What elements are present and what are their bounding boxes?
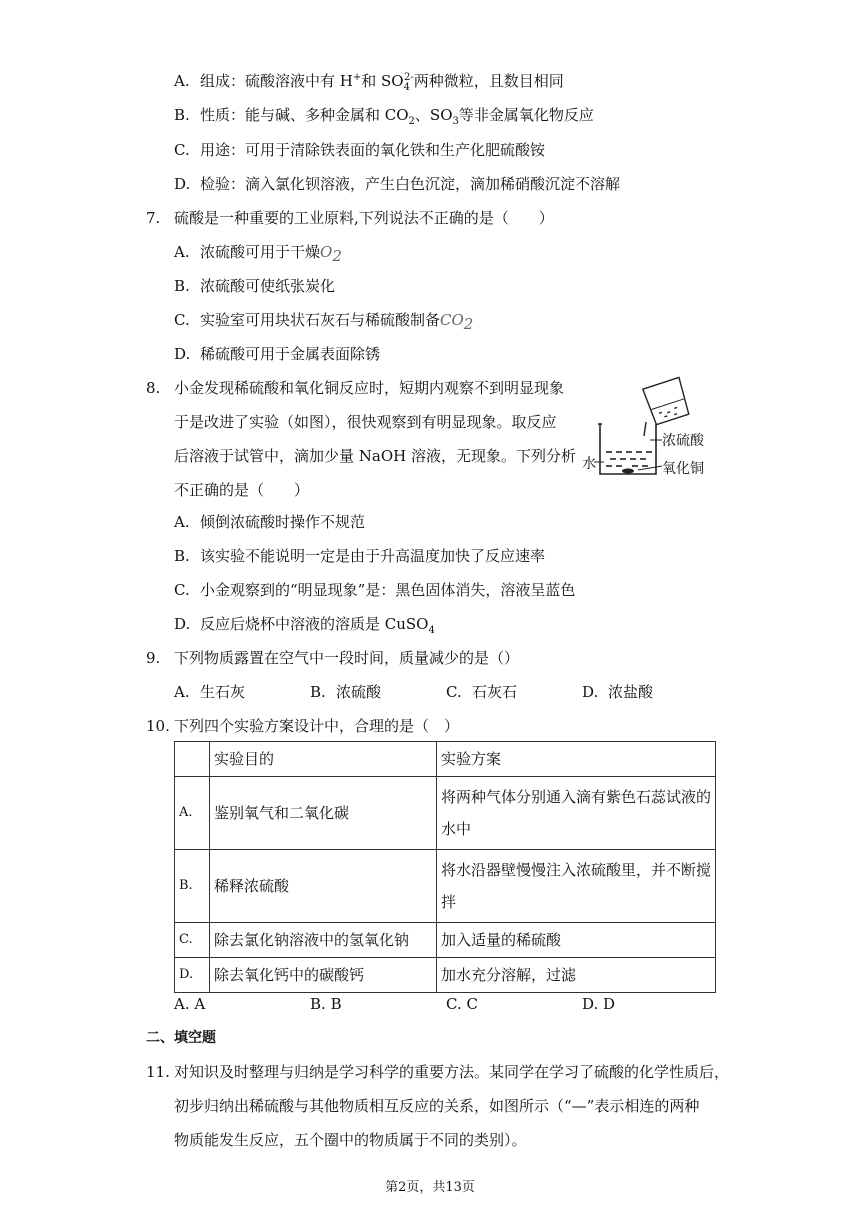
row-plan: 加水充分溶解，过滤 [437, 958, 716, 993]
q6-option-a: A. 组成：硫酸溶液中有 H+和 $SO_4^{2-}$两种微粒，且数目相同 [174, 72, 564, 93]
label-water: 水 [582, 456, 596, 472]
q9-option-b: B. 浓硫酸 [310, 683, 382, 701]
row-label: C. [175, 923, 210, 958]
q9-option-a: A. 生石灰 [174, 683, 246, 701]
row-goal: 稀释浓硫酸 [210, 850, 437, 923]
q7-option-c: C. 实验室可用块状石灰石与稀硫酸制备$CO_2$ [174, 311, 474, 333]
row-goal: 鉴别氧气和二氧化碳 [210, 777, 437, 850]
q8-option-b: B. 该实验不能说明一定是由于升高温度加快了反应速率 [174, 547, 546, 565]
q11-line-2: 初步归纳出稀硫酸与其他物质相互反应的关系，如图所示（“—”表示相连的两种 [174, 1097, 700, 1115]
table-header-cell [175, 742, 210, 777]
row-plan: 将两种气体分别通入滴有紫色石蕊试液的水中 [437, 777, 716, 850]
experiment-table [174, 741, 716, 993]
q10-option-a: A. A [174, 995, 206, 1013]
table-row [175, 958, 716, 993]
q8-stem-line-3: 后溶液于试管中，滴加少量 NaOH 溶液，无现象。下列分析 [174, 447, 576, 465]
section-heading: 二、填空题 [146, 1030, 216, 1046]
page-footer: 第2页，共13页 [385, 1180, 475, 1195]
q8-stem-line-2: 于是改进了实验（如图），很快观察到有明显现象。取反应 [174, 413, 557, 431]
label-copper-oxide: 氧化铜 [662, 461, 704, 477]
row-goal: 除去氯化钠溶液中的氢氧化钠 [210, 923, 437, 958]
q6-option-d: D. 检验：滴入氯化钡溶液，产生白色沉淀，滴加稀硝酸沉淀不溶解 [174, 175, 621, 193]
row-plan: 加入适量的稀硫酸 [437, 923, 716, 958]
q8-stem-line-4: 不正确的是（ ） [174, 481, 310, 499]
q7-option-b: B. 浓硫酸可使纸张炭化 [174, 277, 336, 295]
q8-stem-line-1: 8. 小金发现稀硫酸和氧化铜反应时，短期内观察不到明显现象 [146, 379, 565, 397]
q8-figure-beaker [582, 374, 710, 480]
q8-option-d: D. 反应后烧杯中溶液的溶质是 CuSO$_4$ [174, 615, 435, 636]
row-goal: 除去氧化钙中的碳酸钙 [210, 958, 437, 993]
row-plan: 将水沿器壁慢慢注入浓硫酸里，并不断搅拌 [437, 850, 716, 923]
q8-option-c: C. 小金观察到的“明显现象”是：黑色固体消失，溶液呈蓝色 [174, 581, 576, 599]
label-conc-sulfuric-acid: 浓硫酸 [662, 433, 704, 449]
q9-option-c: C. 石灰石 [446, 683, 518, 701]
q10-option-b: B. B [310, 995, 342, 1013]
q10-stem: 10. 下列四个实验方案设计中，合理的是（ ） [146, 717, 460, 735]
q8-option-a: A. 倾倒浓硫酸时操作不规范 [174, 513, 366, 531]
table-row [175, 777, 716, 850]
q6-option-c: C. 用途：可用于清除铁表面的氧化铁和生产化肥硫酸铵 [174, 141, 546, 159]
table-header-cell: 实验方案 [437, 742, 716, 777]
table-row [175, 850, 716, 923]
table-header-row [175, 742, 716, 777]
table-row [175, 923, 716, 958]
q6-option-b: B. 性质：能与碱、多种金属和 $CO_2$、$SO_3$等非金属氧化物反应 [174, 106, 594, 127]
q7-option-d: D. 稀硫酸可用于金属表面除锈 [174, 345, 381, 363]
row-label: B. [175, 850, 210, 923]
q7-option-a: A. 浓硫酸可用于干燥$O_2$ [174, 243, 342, 265]
row-label: D. [175, 958, 210, 993]
q11-line-3: 物质能发生反应，五个圈中的物质属于不同的类别）。 [174, 1131, 527, 1149]
q11-line-1: 11. 对知识及时整理与归纳是学习科学的重要方法。某同学在学习了硫酸的化学性质后， [146, 1063, 730, 1081]
q9-stem: 9. 下列物质露置在空气中一段时间，质量减少的是（） [146, 649, 520, 667]
q10-option-d: D. D [582, 995, 616, 1013]
table-header-cell: 实验目的 [210, 742, 437, 777]
q7-stem: 7. 硫酸是一种重要的工业原料,下列说法不正确的是（ ） [146, 209, 554, 227]
q10-option-c: C. C [446, 995, 478, 1013]
q9-option-d: D. 浓盐酸 [582, 683, 654, 701]
row-label: A. [175, 777, 210, 850]
